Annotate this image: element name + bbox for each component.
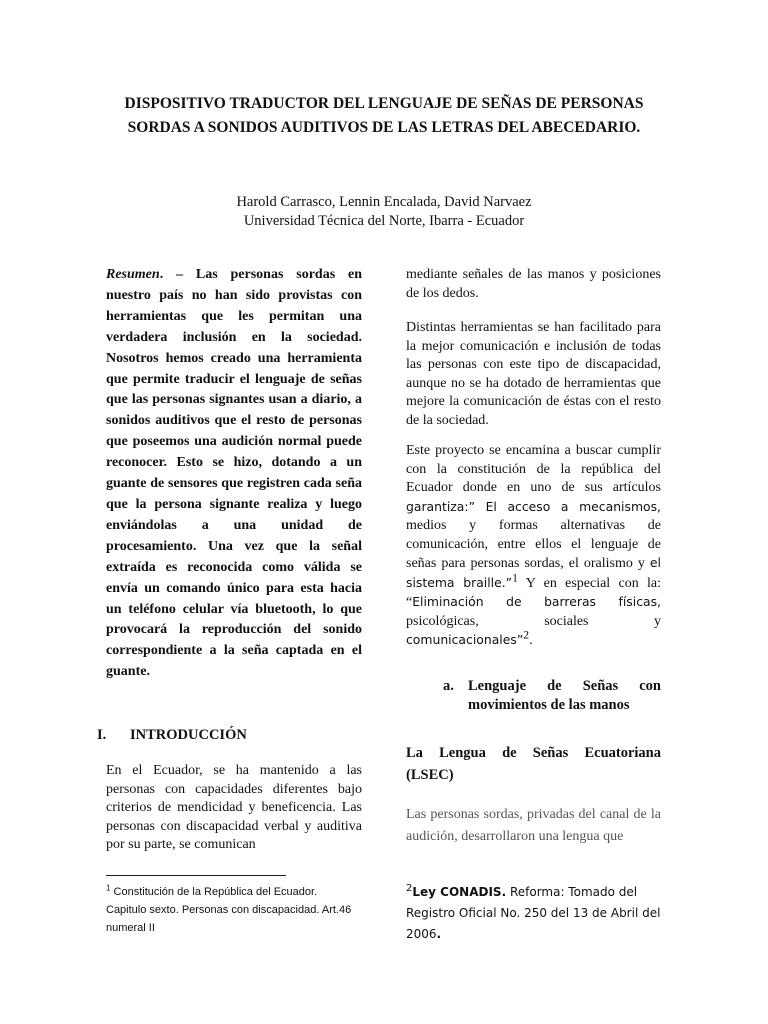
affiliation-line: Universidad Técnica del Norte, Ibarra - Ecuador bbox=[243, 213, 525, 229]
footnote-1 bbox=[106, 883, 371, 938]
section-number: I. bbox=[97, 727, 107, 743]
authors-line: Harold Carrasco, Lennin Encalada, David Narvaez bbox=[236, 194, 532, 210]
subsection-letter: a. bbox=[443, 678, 454, 694]
abstract-paragraph bbox=[106, 265, 362, 683]
footnote-1-line-3: numeral II bbox=[106, 922, 155, 935]
right-paragraph-1: mediante señales de las manos y posiciones de los dedos. bbox=[406, 267, 661, 301]
footnote-2: $^2$Ley CONADIS. Reforma: Tomado del Registro Oficial No. 250 del 13 de Abril del 2006. bbox=[406, 883, 661, 941]
quote-fragment-d: comunicacionales” bbox=[406, 632, 524, 647]
right-paragraph-2: Distintas herramientas se han facilitado para la mejor comunicación e inclusión de todas las personas con este tipo de discapacidad, aunque no se ha dotado de herramientas que mejore la comunicación de éstas con el resto de la sociedad. bbox=[406, 320, 661, 428]
author-block bbox=[120, 193, 648, 231]
right-paragraph-3: Este proyecto se encamina a buscar cumplir con la constitución de la república del Ecuador donde en uno de sus artículos garantiza:” El acceso a mecanismos, medios y formas alternativas de comunicación, entre ellos el lenguaje de señas para personas sordas, el oralismo y el sistema braille.”$^1$ Y en especial con la: “Eliminación de barreras físicas, psicológicas, sociales y comunicacionales”$^2$. bbox=[406, 443, 661, 648]
abstract-label: Resumen bbox=[106, 267, 160, 282]
footnote-2-bold: Ley CONADIS. bbox=[412, 885, 507, 899]
footnote-1-line-1: $^1$ Constitución de la República del Ecuador. bbox=[106, 883, 318, 898]
footnote-1-line-2: Capitulo sexto. Personas con discapacidad. Art.46 bbox=[106, 904, 352, 917]
footnote-2-mark: 2 bbox=[406, 883, 413, 894]
abstract-text: Las personas sordas en nuestro país no han sido provistas con herramientas que les permitan una verdadera inclusión en la sociedad. Nosotros hemos creado una herramienta que permite traducir el lenguaje de señas que las personas signantes usan a diario, a sonidos auditivos que el resto de personas que poseemos una audición normal puede reconocer. Esto se hizo, dotando a un guante de sensores que registren cada seña que la persona signante realiza y luego enviándolas a una unidad de procesamiento. Una vez que la señal extraída es reconocida como válida se envía un comando único para esta hacia un teléfono celular vía bluetooth, lo que provocará la reproducción del sonido correspondiente a la seña captada en el guante. bbox=[106, 267, 362, 680]
footnote-ref-1: 1 bbox=[512, 570, 518, 584]
lsec-paragraph: Las personas sordas, privadas del canal de la audición, desarrollaron una lengua que bbox=[406, 807, 661, 844]
abstract-separator: . – bbox=[159, 267, 196, 282]
footnote-divider bbox=[106, 875, 286, 876]
paper-title: DISPOSITIVO TRADUCTOR DEL LENGUAJE DE SEÑAS DE PERSONAS SORDAS A SONIDOS AUDITIVOS DE LAS LETRAS DEL ABECEDARIO. bbox=[124, 95, 644, 136]
quote-fragment-b: el sistema braille.” bbox=[406, 555, 661, 590]
footnote-1-mark: 1 bbox=[106, 883, 111, 893]
intro-paragraph: En el Ecuador, se ha mantenido a las personas con capacidades diferentes bajo criterios de mendicidad y beneficencia. Las personas con discapacidad verbal y auditiva por su parte, se comunican bbox=[106, 763, 362, 852]
quote-fragment-a: garantiza:” El acceso a mecanismos, bbox=[406, 498, 661, 514]
subsection-title: Lenguaje de Señas con movimientos de las manos bbox=[468, 678, 661, 713]
subsection-heading-a bbox=[443, 677, 661, 714]
section-heading-introduccion bbox=[97, 726, 367, 744]
footnote-ref-2: 2 bbox=[523, 628, 530, 642]
lsec-heading: La Lengua de Señas Ecuatoriana (LSEC) bbox=[406, 745, 661, 783]
quote-fragment-c: Eliminación de barreras físicas, bbox=[412, 594, 661, 609]
section-title: INTRODUCCIÓN bbox=[130, 727, 247, 743]
